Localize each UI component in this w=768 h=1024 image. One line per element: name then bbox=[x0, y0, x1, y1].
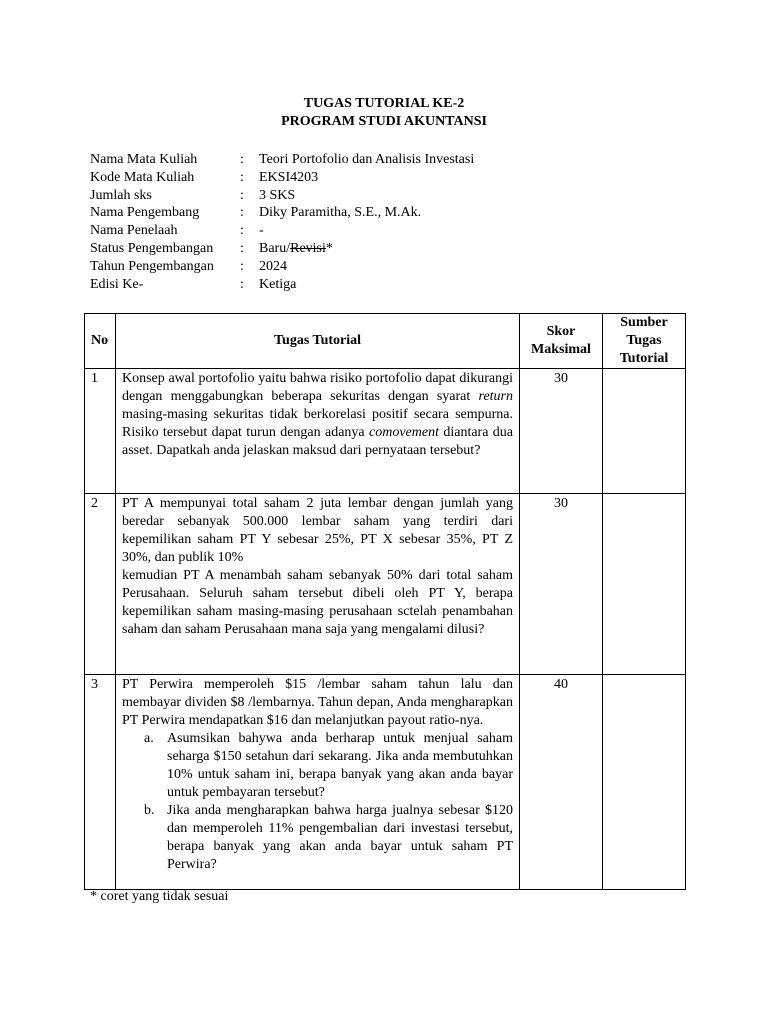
task-paragraph bbox=[122, 370, 513, 460]
sub-question-text: Asumsikan bahywa anda berharap untuk menjual saham seharga $150 setahun dari sekarang. Jika anda membutuhkan 10% untuk saham ini, berapa banyak yang akan anda bayar untuk pembayaran tersebut? bbox=[167, 731, 513, 800]
task-paragraph: PT Perwira memperoleh $15 /lembar saham tahun lalu dan membayar dividen $8 /lembarnya. Tahun depan, Anda mengharapkan PT Perwira mendapatkan $16 dan melanjutkan payout ratio-nya. bbox=[122, 677, 513, 728]
task-source bbox=[603, 675, 686, 890]
task-italic-term: comovement bbox=[369, 425, 439, 440]
task-text bbox=[116, 675, 520, 890]
task-paragraph: kemudian PT A menambah saham sebanyak 50% dari total saham Perusahaan. Seluruh saham tersebut dibeli oleh PT Y, berapa kepemilikan saham masing-masing perusahaan sctelah penambahan saham dan saham Perusahaan mana saja yang mengalami dilusi? bbox=[122, 568, 513, 637]
task-source bbox=[603, 494, 686, 675]
footnote: * coret yang tidak sesuai bbox=[90, 889, 229, 904]
header-no: No bbox=[85, 314, 116, 369]
info-value: EKSI4203 bbox=[259, 169, 319, 185]
row-number: 3 bbox=[85, 675, 116, 890]
info-colon: : bbox=[240, 223, 244, 239]
max-score: 30 bbox=[520, 494, 603, 675]
task-text-part: diantara dua asset. Dapatkah anda jelaskan maksud dari pernyataan tersebut? bbox=[122, 425, 514, 458]
info-label: Kode Mata Kuliah bbox=[90, 169, 195, 185]
info-value: Diky Paramitha, S.E., M.Ak. bbox=[259, 205, 422, 221]
task-text bbox=[116, 369, 520, 494]
info-row-course-code bbox=[90, 169, 474, 187]
info-row-edition bbox=[90, 276, 474, 294]
task-text-part: Konsep awal portofolio yaitu bahwa risiko portofolio dapat dikurangi dengan menggabungkan beberapa sekuritas dengan syarat bbox=[122, 371, 513, 404]
table-row bbox=[85, 675, 686, 890]
list-marker: b. bbox=[144, 803, 155, 818]
task-paragraph: PT A mempunyai total saham 2 juta lembar dengan jumlah yang beredar sebanyak 500.000 lembar saham yang terdiri dari kepemilikan saham PT Y sebesar 25%, PT X sebesar 35%, PT Z 30%, dan publik 10% bbox=[122, 496, 513, 565]
info-row-year bbox=[90, 258, 474, 276]
header-source: Sumber Tugas Tutorial bbox=[603, 314, 686, 369]
row-number: 2 bbox=[85, 494, 116, 675]
status-revision-struck: Revisi bbox=[290, 240, 326, 256]
header-task: Tugas Tutorial bbox=[116, 314, 520, 369]
max-score: 40 bbox=[520, 675, 603, 890]
status-new: Baru/ bbox=[259, 240, 291, 256]
status-asterisk: * bbox=[325, 240, 333, 256]
info-colon: : bbox=[240, 258, 244, 274]
sub-question-a bbox=[122, 730, 513, 802]
task-source bbox=[603, 369, 686, 494]
sub-question-text: Jika anda mengharapkan bahwa harga jualnya sebesar $120 dan memperoleh 11% pengembalian dari investasi tersebut, berapa banyak yang akan anda bayar untuk saham PT Perwira? bbox=[167, 803, 513, 872]
list-marker: a. bbox=[144, 731, 154, 746]
info-label: Edisi Ke- bbox=[90, 276, 144, 292]
document-subtitle: PROGRAM STUDI AKUNTANSI bbox=[281, 114, 487, 129]
table-row bbox=[85, 494, 686, 675]
info-row-developer bbox=[90, 204, 474, 222]
info-row-credits bbox=[90, 187, 474, 205]
header-max-score: Skor Maksimal bbox=[520, 314, 603, 369]
info-label: Tahun Pengembangan bbox=[90, 258, 214, 274]
info-row-reviewer bbox=[90, 222, 474, 240]
info-colon: : bbox=[240, 152, 244, 167]
info-colon: : bbox=[240, 240, 244, 256]
task-italic-term: return bbox=[478, 389, 513, 404]
max-score: 30 bbox=[520, 369, 603, 494]
tutorial-task-table bbox=[84, 313, 686, 890]
info-row-course-name bbox=[90, 151, 474, 169]
info-label: Nama Mata Kuliah bbox=[90, 152, 198, 167]
info-colon: : bbox=[240, 276, 244, 292]
info-value: 3 SKS bbox=[259, 187, 296, 203]
table-header-row bbox=[85, 314, 686, 369]
task-text bbox=[116, 494, 520, 675]
info-colon: : bbox=[240, 169, 244, 185]
info-value bbox=[259, 240, 333, 258]
info-row-status bbox=[90, 240, 474, 258]
info-value: Teori Portofolio dan Analisis Investasi bbox=[259, 152, 475, 167]
info-label: Status Pengembangan bbox=[90, 240, 214, 256]
row-number: 1 bbox=[85, 369, 116, 494]
info-label: Jumlah sks bbox=[90, 187, 152, 203]
info-value: Ketiga bbox=[259, 276, 297, 292]
document-title: TUGAS TUTORIAL KE-2 bbox=[303, 96, 465, 111]
info-value: - bbox=[259, 223, 264, 239]
info-label: Nama Penelaah bbox=[90, 223, 178, 239]
course-info bbox=[90, 151, 474, 293]
table-row bbox=[85, 369, 686, 494]
info-colon: : bbox=[240, 187, 244, 203]
info-value: 2024 bbox=[259, 258, 287, 274]
info-label: Nama Pengembang bbox=[90, 205, 200, 221]
info-colon: : bbox=[240, 205, 244, 221]
task-text-part: masing-masing sekuritas tidak berkorelasi positif secara sempurna. Risiko tersebut dapat turun dengan adanya bbox=[122, 407, 513, 440]
sub-question-b bbox=[122, 802, 513, 874]
